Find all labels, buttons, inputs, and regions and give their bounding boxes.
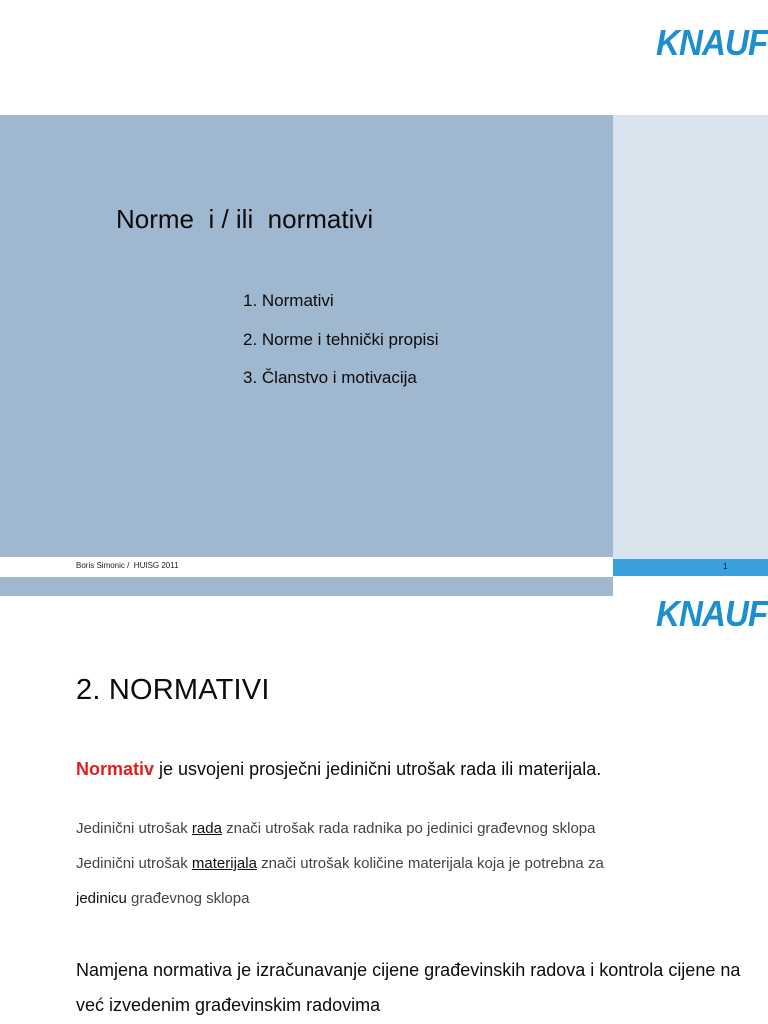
detail-text: Jedinični utrošak bbox=[76, 855, 192, 872]
detail-text: Jedinični utrošak bbox=[76, 820, 192, 837]
detail-text: građevnog sklopa bbox=[126, 890, 250, 907]
table-of-contents bbox=[243, 290, 439, 406]
knauf-logo: KNAUF bbox=[656, 593, 768, 634]
footer-accent-bar bbox=[613, 559, 768, 576]
footer-author: Boris Simonic / HUISG 2011 bbox=[76, 561, 179, 570]
detail-line bbox=[76, 890, 249, 907]
knauf-logo: KNAUF bbox=[656, 22, 768, 63]
toc-item: 2. Norme i tehnički propisi bbox=[243, 329, 439, 349]
detail-line bbox=[76, 855, 604, 872]
detail-term: jedinicu bbox=[76, 890, 127, 907]
page-number: 1 bbox=[723, 562, 728, 571]
purpose-statement: Namjena normativa je izračunavanje cijene građevinskih radova i kontrola cijene na već izvedenim građevinskim radovima bbox=[76, 960, 741, 1015]
detail-text: znači utrošak količine materijala koja je potrebna za bbox=[256, 855, 604, 872]
toc-item: 3. Članstvo i motivacija bbox=[243, 368, 417, 387]
section-heading: 2. NORMATIVI bbox=[76, 674, 270, 706]
detail-line bbox=[76, 820, 596, 837]
slide-title: Norme i / ili normativi bbox=[116, 204, 374, 234]
underlined-term: materijala bbox=[191, 855, 257, 872]
footer-strip bbox=[0, 577, 613, 596]
definition-term: Normativ bbox=[76, 759, 155, 779]
definition-text: je usvojeni prosječni jedinični utrošak rada ili materijala. bbox=[154, 759, 602, 779]
side-panel bbox=[613, 115, 768, 557]
detail-text: znači utrošak rada radnika po jedinici građevnog sklopa bbox=[221, 820, 596, 837]
underlined-term: rada bbox=[191, 820, 222, 837]
toc-item: 1. Normativi bbox=[243, 291, 334, 310]
definition bbox=[76, 759, 601, 780]
